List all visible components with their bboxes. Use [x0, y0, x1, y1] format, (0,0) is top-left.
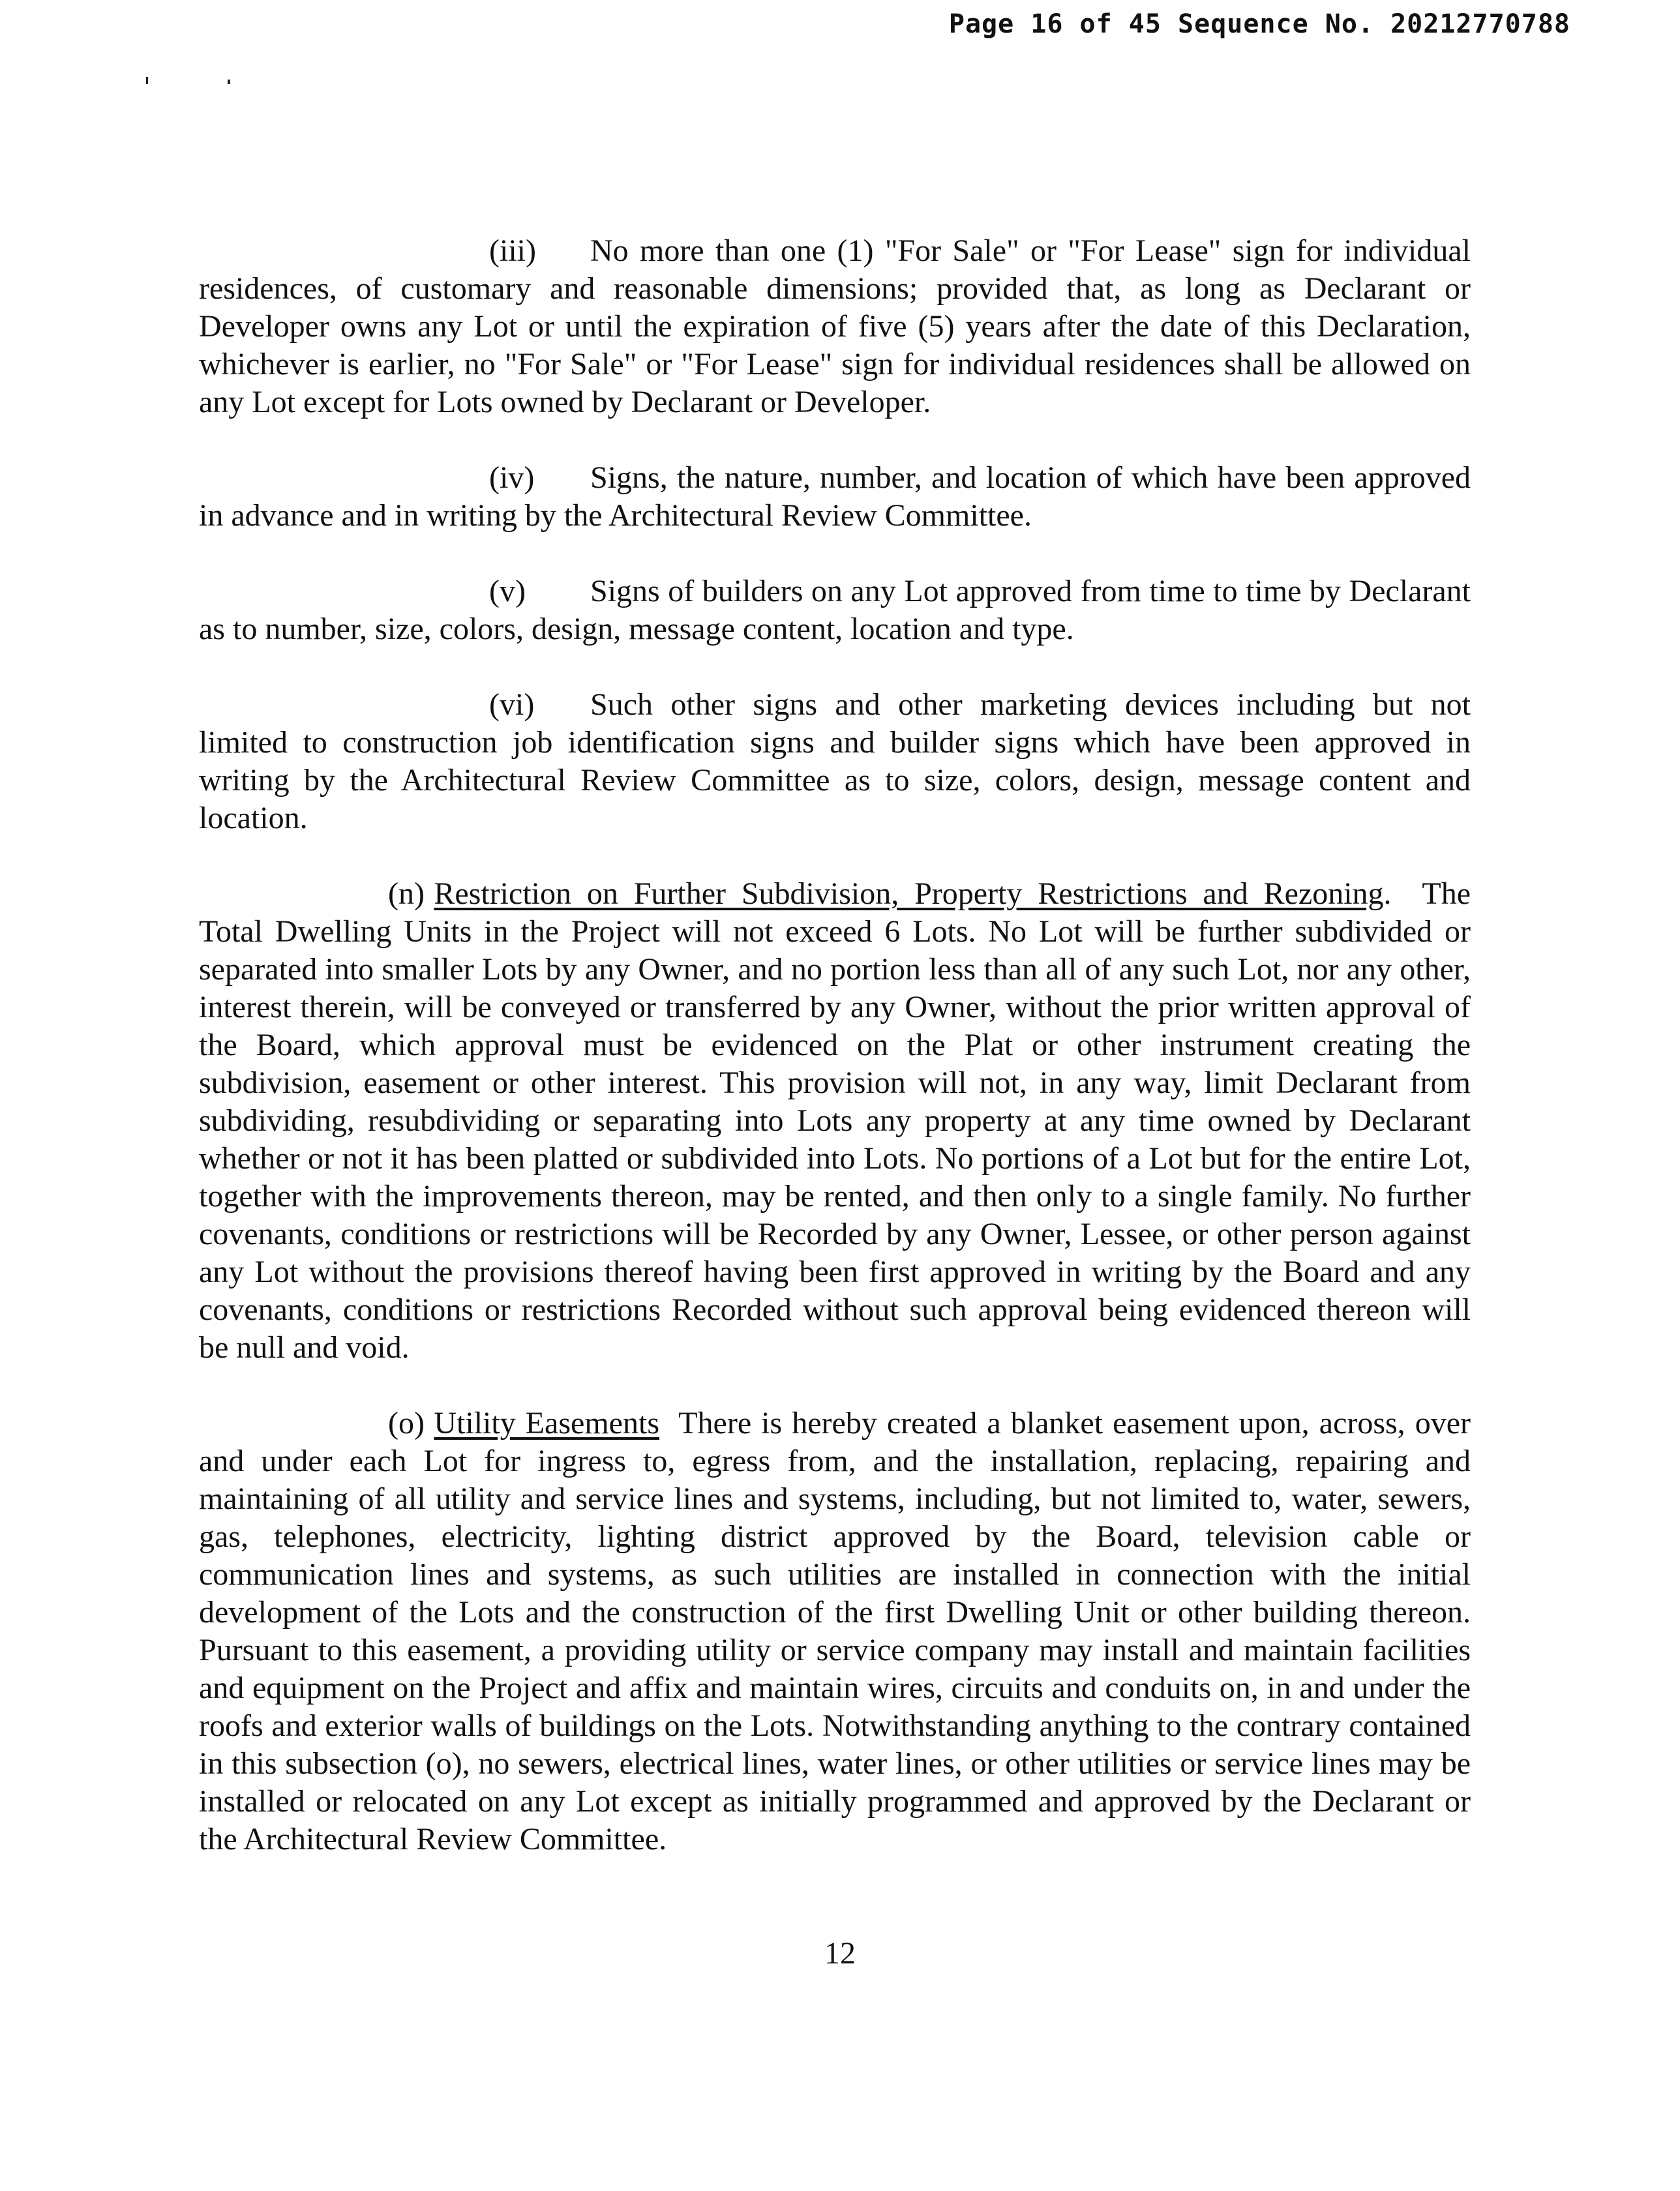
paragraph-v	[199, 573, 1471, 648]
paragraph-text: The Total Dwelling Units in the Project will not exceed 6 Lots. No Lot will be further subdivided or separated into smaller Lots by any Owner, and no portion less than all of any such Lot, nor any other, interest therein, will be conveyed or transferred by any Owner, without the prior written approval of the Board, which approval must be evidenced on the Plat or other instrument creating the subdivision, easement or other interest. This provision will not, in any way, limit Declarant from subdividing, resubdividing or separating into Lots any property at any time owned by Declarant whether or not it has been platted or subdivided into Lots. No portions of a Lot but for the entire Lot, together with the improvements thereon, may be rented, and then only to a single family. No further covenants, conditions or restrictions will be Recorded by any Owner, Lessee, or other person against any Lot without the provisions thereof having been first approved in writing by the Board and any covenants, conditions or restrictions Recorded without such approval being evidenced thereon will be null and void.	[199, 876, 1471, 1365]
scan-artifact-mark	[228, 80, 230, 84]
scan-artifact-mark	[146, 77, 148, 84]
section-heading: Utility Easements	[434, 1406, 660, 1440]
paragraph-label: (n)	[388, 876, 425, 911]
paragraph-text: Such other signs and other marketing devices including but not limited to construction job identification signs and builder signs which have been approved in writing by the Architectural Review Committee as to size, colors, design, message content and location.	[199, 687, 1471, 835]
page-number: 12	[824, 1936, 856, 1971]
paragraph-iii	[199, 232, 1471, 421]
paragraph-o	[199, 1405, 1471, 1858]
heading-punctuation: .	[1383, 876, 1392, 911]
paragraph-text: No more than one (1) "For Sale" or "For Lease" sign for individual residences, of customary and reasonable dimensions; provided that, as long as Declarant or Developer owns any Lot or until the expiration of five (5) years after the date of this Declaration, whichever is earlier, no "For Sale" or "For Lease" sign for individual residences shall be allowed on any Lot except for Lots owned by Declarant or Developer.	[199, 233, 1471, 419]
page-sequence-header: Page 16 of 45 Sequence No. 20212770788	[948, 9, 1570, 39]
paragraph-vi	[199, 686, 1471, 837]
paragraph-text: Signs of builders on any Lot approved from time to time by Declarant as to number, size, colors, design, message content, location and type.	[199, 574, 1471, 646]
document-body	[199, 232, 1471, 1896]
section-heading: Restriction on Further Subdivision, Property Restrictions and Rezoning	[434, 876, 1384, 911]
paragraph-label: (v)	[489, 574, 526, 608]
paragraph-label: (vi)	[489, 687, 535, 722]
paragraph-n	[199, 875, 1471, 1367]
paragraph-label: (iii)	[489, 233, 536, 268]
paragraph-label: (o)	[388, 1406, 425, 1440]
paragraph-text: There is hereby created a blanket easement upon, across, over and under each Lot for ingress to, egress from, and the installation, replacing, repairing and maintaining of all utility and service lines and systems, including, but not limited to, water, sewers, gas, telephones, electricity, lighting district approved by the Board, television cable or communication lines and systems, as such utilities are installed in connection with the initial development of the Lots and the construction of the first Dwelling Unit or other building thereon. Pursuant to this easement, a providing utility or service company may install and maintain facilities and equipment on the Project and affix and maintain wires, circuits and conduits on, in and under the roofs and exterior walls of buildings on the Lots. Notwithstanding anything to the contrary contained in this subsection (o), no sewers, electrical lines, water lines, or other utilities or service lines may be installed or relocated on any Lot except as initially programmed and approved by the Declarant or the Architectural Review Committee.	[199, 1406, 1471, 1856]
paragraph-iv	[199, 459, 1471, 535]
paragraph-label: (iv)	[489, 460, 535, 495]
paragraph-text: Signs, the nature, number, and location of which have been approved in advance and in writing by the Architectural Review Committee.	[199, 460, 1471, 533]
